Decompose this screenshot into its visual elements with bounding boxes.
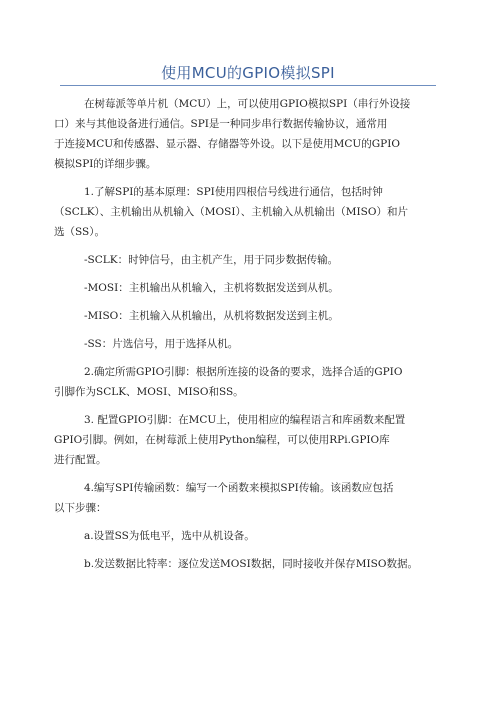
text-line: 3. 配置GPIO引脚：在MCU上，使用相应的编程语言和库函数来配置: [84, 414, 406, 426]
paragraph-step-1: [54, 182, 440, 242]
text-line: 选（SS）。: [54, 226, 105, 238]
paragraph-intro: [54, 94, 440, 174]
text-line: 引脚作为SCLK、MOSI、MISO和SS。: [54, 386, 244, 398]
paragraph-step-2: [54, 362, 440, 402]
text-line: 2.确定所需GPIO引脚：根据所连接的设备的要求，选择合适的GPIO: [84, 366, 403, 378]
text-line: 模拟SPI的详细步骤。: [54, 158, 157, 170]
text-line: b.发送数据比特率：逐位发送MOSI数据，同时接收并保存MISO数据。: [84, 558, 418, 570]
text-line: a.设置SS为低电平，选中从机设备。: [84, 530, 255, 542]
text-line: 在树莓派等单片机（MCU）上，可以使用GPIO模拟SPI（串行外设接: [84, 98, 411, 110]
paragraph-step-4a: [60, 526, 440, 546]
paragraph-step-4: [54, 478, 440, 518]
text-line: -SCLK：时钟信号，由主机产生，用于同步数据传输。: [84, 254, 339, 266]
paragraph-sclk: [60, 250, 440, 270]
text-line: 1.了解SPI的基本原理：SPI使用四根信号线进行通信，包括时钟: [84, 186, 383, 198]
paragraph-mosi: [60, 278, 440, 298]
title-underline: [60, 85, 436, 86]
text-line: -MOSI：主机输出从机输入，主机将数据发送到从机。: [84, 282, 339, 294]
text-line: 进行配置。: [54, 454, 107, 466]
text-line: 4.编写SPI传输函数：编写一个函数来模拟SPI传输。该函数应包括: [84, 482, 394, 494]
paragraph-step-3: [54, 410, 440, 470]
text-line: 口）来与其他设备进行通信。SPI是一种同步串行数据传输协议，通常用: [54, 118, 388, 130]
text-line: 以下步骤：: [54, 502, 107, 514]
paragraph-ss: [60, 334, 440, 354]
text-line: GPIO引脚。例如，在树莓派上使用Python编程，可以使用RPi.GPIO库: [54, 434, 390, 446]
paragraph-step-4b: [60, 554, 440, 574]
text-line: （SCLK）、主机输出从机输入（MOSI）、主机输入从机输出（MISO）和片: [54, 206, 408, 218]
text-line: -SS：片选信号，用于选择从机。: [84, 338, 239, 350]
document-body: [54, 94, 440, 578]
text-line: -MISO：主机输入从机输出，从机将数据发送到主机。: [84, 310, 339, 322]
document-title: 使用MCU的GPIO模拟SPI: [161, 64, 335, 82]
paragraph-miso: [60, 306, 440, 326]
text-line: 于连接MCU和传感器、显示器、存储器等外设。以下是使用MCU的GPIO: [54, 138, 400, 150]
